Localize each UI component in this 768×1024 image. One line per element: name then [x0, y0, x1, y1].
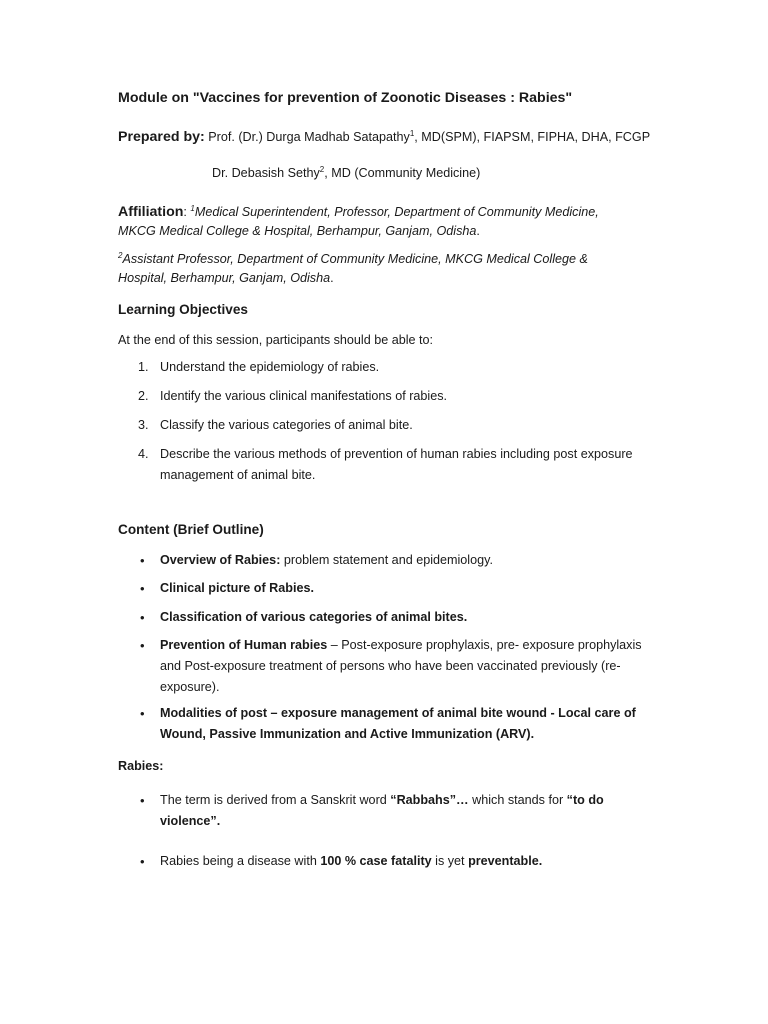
- outline-item-bold: Overview of Rabies:: [160, 553, 281, 567]
- objective-number: 2.: [138, 389, 149, 403]
- outline-item-line1: Modalities of post – exposure management of animal bite wound - Local care of: [160, 706, 636, 720]
- rabies-item-text: which stands for: [468, 793, 567, 807]
- learning-objectives-intro: At the end of this session, participants should be able to:: [118, 333, 434, 347]
- objective-item: Understand the epidemiology of rabies.: [160, 360, 380, 374]
- outline-item: [160, 703, 680, 745]
- aff2-line2: Hospital, Berhampur, Ganjam, Odisha: [118, 271, 331, 285]
- objective-number: 4.: [138, 447, 149, 461]
- affiliation-label: Affiliation: [118, 204, 184, 220]
- author2-name: Dr. Debasish Sethy: [212, 166, 320, 180]
- bullet: •: [140, 793, 145, 808]
- objective-item: [160, 444, 680, 486]
- objective-item-line2: management of animal bite.: [160, 468, 316, 482]
- bullet: •: [140, 610, 145, 625]
- outline-item-bold: Prevention of Human rabies: [160, 638, 328, 652]
- objective-number: 1.: [138, 360, 149, 374]
- rabies-item-bold: violence”.: [160, 814, 221, 828]
- affiliation-2-line-2: [118, 269, 334, 288]
- outline-item-text: and Post-exposure treatment of persons who have been vaccinated previously (re-: [160, 659, 621, 673]
- rabies-item: [160, 851, 680, 872]
- rabies-item-bold: “Rabbahs”…: [390, 793, 469, 807]
- content-outline-heading: Content (Brief Outline): [118, 522, 264, 537]
- aff2-end: .: [330, 271, 334, 285]
- affiliation-line-1: [118, 202, 599, 223]
- outline-item: [160, 635, 680, 698]
- objective-number: 3.: [138, 418, 149, 432]
- aff1-line1: Medical Superintendent, Professor, Department of Community Medicine,: [194, 205, 599, 219]
- outline-item: Classification of various categories of animal bites.: [160, 610, 468, 624]
- rabies-item-text: is yet: [431, 854, 469, 868]
- bullet: •: [140, 553, 145, 568]
- outline-item: [160, 550, 660, 571]
- rabies-item-bold: “to do: [566, 793, 604, 807]
- outline-item-line2: Wound, Passive Immunization and Active Immunization (ARV).: [160, 727, 535, 741]
- outline-item-text: exposure).: [160, 680, 220, 694]
- rabies-item-text: The term is derived from a Sanskrit word: [160, 793, 391, 807]
- author1-sup: 1: [409, 128, 415, 138]
- affiliation-line-2: [118, 222, 480, 241]
- author1-creds: , MD(SPM), FIAPSM, FIPHA, DHA, FCGP: [414, 130, 651, 144]
- outline-item-text: problem statement and epidemiology.: [280, 553, 493, 567]
- affiliation-colon: :: [183, 205, 187, 219]
- aff1-line2: MKCG Medical College & Hospital, Berhampur, Ganjam, Odisha: [118, 224, 477, 238]
- rabies-heading: Rabies:: [118, 759, 164, 773]
- rabies-item-bold: preventable.: [468, 854, 543, 868]
- learning-objectives-heading: Learning Objectives: [118, 302, 248, 317]
- author-line-2: [212, 164, 480, 183]
- aff1-end: .: [476, 224, 480, 238]
- bullet: •: [140, 854, 145, 869]
- author2-creds: , MD (Community Medicine): [324, 166, 481, 180]
- bullet: •: [140, 706, 145, 721]
- document-title: Module on "Vaccines for prevention of Zoonotic Diseases : Rabies": [118, 90, 573, 106]
- author-line-1: [118, 127, 650, 148]
- author1-name: Prof. (Dr.) Durga Madhab Satapathy: [208, 130, 410, 144]
- rabies-item-bold: 100 % case fatality: [320, 854, 432, 868]
- outline-item-text: – Post-exposure prophylaxis, pre- exposure prophylaxis: [327, 638, 642, 652]
- affiliation-2-line-1: [118, 250, 588, 269]
- objective-item-line1: Describe the various methods of prevention of human rabies including post exposure: [160, 447, 633, 461]
- outline-item: Clinical picture of Rabies.: [160, 581, 314, 595]
- aff1-sup: 1: [190, 203, 195, 213]
- bullet: •: [140, 581, 145, 596]
- prepared-by-label: Prepared by:: [118, 129, 205, 145]
- bullet: •: [140, 638, 145, 653]
- objective-item: Identify the various clinical manifestations of rabies.: [160, 389, 447, 403]
- objective-item: Classify the various categories of animal bite.: [160, 418, 413, 432]
- author2-sup: 2: [319, 164, 325, 174]
- rabies-item-text: Rabies being a disease with: [160, 854, 321, 868]
- rabies-item: [160, 790, 680, 832]
- aff2-sup: 2: [118, 250, 123, 260]
- aff2-line1: Assistant Professor, Department of Community Medicine, MKCG Medical College &: [122, 252, 588, 266]
